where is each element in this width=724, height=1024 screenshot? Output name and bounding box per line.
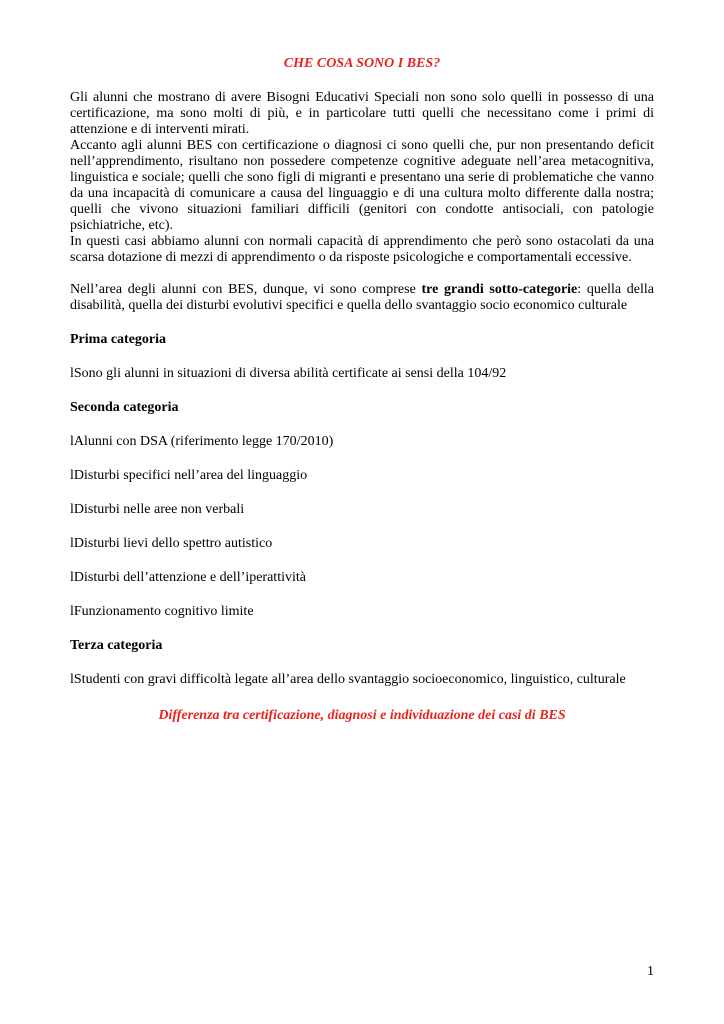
list-item: lDisturbi lievi dello spettro autistico [70,536,273,551]
list-item: lFunzionamento cognitivo limite [70,604,254,619]
page-title: CHE COSA SONO I BES? [283,56,441,71]
list-item: lDisturbi specifici nell’area del linguaggio [70,468,308,483]
subcategories-emphasis: tre grandi sotto-categorie [421,282,578,297]
paragraph-other-bes: Accanto agli alunni BES con certificazione o diagnosi ci sono quelli che, pur non presentando deficit nell’apprendimento, risultano non possedere competenze cognitive adeguate nell’area metacognitiva, linguistica e sociale; quelli che sono figli di migranti e presentano una serie di problematiche che vanno da una incapacità di comunicare a causa del linguaggio e di una cultura molto differente dalla nostra; quelli che vivono situazioni familiari difficili (genitori con condotte antisociali, con patologie psichiatriche, etc). [70,138,654,233]
paragraph-subcategories [70,282,654,314]
paragraph-subcategories-end: : quella della disabilità, quella dei disturbi evolutivi specifici e quella dello svantaggio socio economico culturale [70,282,654,313]
list-item: lDisturbi nelle aree non verbali [70,502,245,517]
list-item: lSono gli alunni in situazioni di diversa abilità certificate ai sensi della 104/92 [70,366,507,381]
section-subtitle: Differenza tra certificazione, diagnosi e individuazione dei casi di BES [158,708,566,723]
list-item: lStudenti con gravi difficoltà legate all’area dello svantaggio socioeconomico, linguistico, culturale [70,672,626,687]
list-item: lAlunni con DSA (riferimento legge 170/2010) [70,434,334,449]
page-number: 1 [647,964,654,979]
category-heading-third: Terza categoria [70,638,163,653]
paragraph-cases: In questi casi abbiamo alunni con normali capacità di apprendimento che però sono ostacolati da una scarsa dotazione di mezzi di apprendimento o da risposte psicologiche e comportamentali eccessive. [70,234,654,265]
category-heading-second: Seconda categoria [70,400,179,415]
paragraph-subcategories-start: Nell’area degli alunni con BES, dunque, vi sono comprese [70,282,422,297]
list-item: lDisturbi dell’attenzione e dell’iperattività [70,570,306,585]
paragraph-intro: Gli alunni che mostrano di avere Bisogni Educativi Speciali non sono solo quelli in possesso di una certificazione, ma sono molti di più, e in particolare tutti quelli che necessitano come i primi di attenzione e di interventi mirati. [70,90,654,137]
category-heading-first: Prima categoria [70,332,167,347]
